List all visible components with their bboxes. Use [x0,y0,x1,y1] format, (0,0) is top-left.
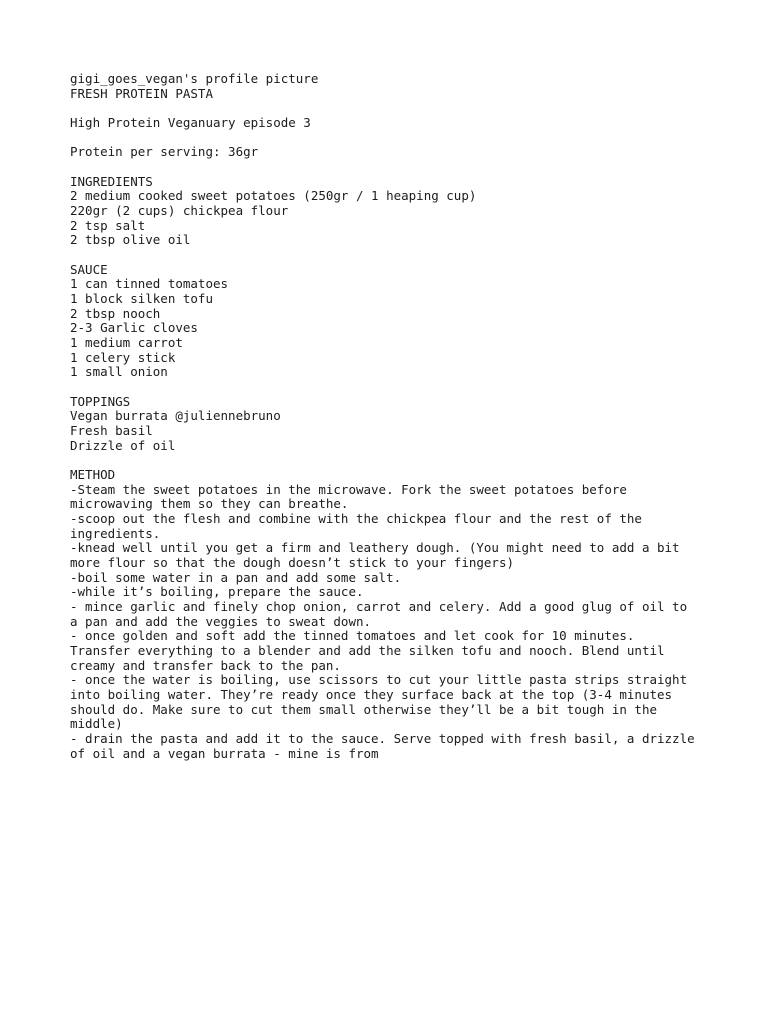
topping-item: Fresh basil [70,423,153,439]
method-line: -Steam the sweet potatoes in the microwave. Fork the sweet potatoes before [70,481,627,497]
method-line: - once the water is boiling, use scissors to cut your little pasta strips straight [70,672,688,688]
sauce-item: 1 block silken tofu [70,291,213,307]
sauce-item: 1 small onion [70,364,168,380]
method-line: -scoop out the flesh and combine with the chickpea flour and the rest of the [70,511,642,527]
recipe-text-block [70,72,730,761]
method-line: should do. Make sure to cut them small otherwise they’ll be a bit tough in the [70,701,657,717]
method-line: - once golden and soft add the tinned tomatoes and let cook for 10 minutes. [70,628,635,644]
method-line: more flour so that the dough doesn’t stick to your fingers) [70,555,515,571]
method-line: -boil some water in a pan and add some salt. [70,569,402,585]
method-line: microwaving them so they can breathe. [70,496,349,512]
toppings-heading: TOPPINGS [70,393,131,409]
sauce-item: 1 can tinned tomatoes [70,276,229,292]
ingredient-item: 220gr (2 cups) chickpea flour [70,203,289,218]
sauce-heading: SAUCE [70,261,108,277]
toppings-section [70,395,730,454]
method-line: - drain the pasta and add it to the sauce. Serve topped with fresh basil, a drizzle [70,731,695,747]
method-line: -knead well until you get a firm and leathery dough. (You might need to add a bit [70,540,680,556]
method-line: of oil and a vegan burrata - mine is from [70,745,379,761]
ingredient-item: 2 tsp salt [70,217,146,233]
method-line: middle) [70,716,123,732]
sauce-item: 1 celery stick [70,349,176,365]
method-line: Transfer everything to a blender and add the silken tofu and nooch. Blend until [70,643,665,659]
recipe-title: FRESH PROTEIN PASTA [70,85,213,101]
protein-per-serving: Protein per serving: 36gr [70,144,259,160]
ingredient-item: 2 tbsp olive oil [70,232,191,248]
sauce-section [70,263,730,380]
ingredients-section [70,175,730,248]
method-line: into boiling water. They’re ready once they surface back at the top (3-4 minutes [70,687,673,703]
ingredient-item: 2 medium cooked sweet potatoes (250gr / 1 heaping cup) [70,188,477,204]
sauce-item: 1 medium carrot [70,335,183,351]
recipe-subtitle: High Protein Veganuary episode 3 [70,115,311,130]
method-section [70,468,730,761]
sauce-item: 2 tbsp nooch [70,305,161,321]
method-line: -while it’s boiling, prepare the sauce. [70,584,364,600]
topping-item: Drizzle of oil [70,437,176,453]
method-line: - mince garlic and finely chop onion, carrot and celery. Add a good glug of oil to [70,599,688,615]
method-heading: METHOD [70,467,116,483]
method-line: creamy and transfer back to the pan. [70,657,341,673]
method-line: a pan and add the veggies to sweat down. [70,613,372,629]
sauce-item: 2-3 Garlic cloves [70,320,198,336]
ingredients-heading: INGREDIENTS [70,173,153,189]
profile-picture-caption: gigi_goes_vegan's profile picture [70,71,319,86]
method-line: ingredients. [70,525,161,541]
topping-item: Vegan burrata @juliennebruno [70,408,281,424]
